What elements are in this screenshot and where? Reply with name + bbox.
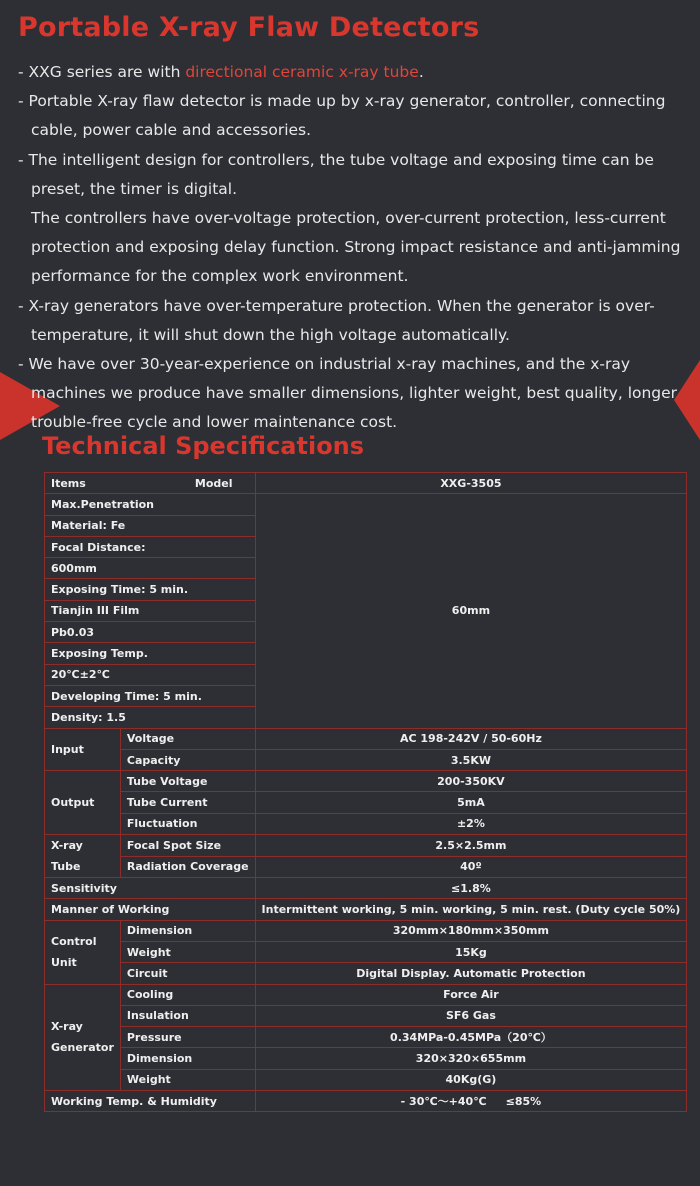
row-label: Voltage	[120, 728, 255, 749]
table-row	[45, 984, 687, 1005]
penetration-condition: Density: 1.5	[45, 707, 256, 728]
row-value: 5mA	[255, 792, 687, 813]
row-label: Capacity	[120, 749, 255, 770]
header-items: Items	[51, 477, 86, 491]
group-xray-generator	[45, 984, 121, 1090]
row-value: ±2%	[255, 813, 687, 834]
row-label: Manner of Working	[45, 899, 256, 920]
row-value: Intermittent working, 5 min. working, 5 min. rest. (Duty cycle 50%)	[255, 899, 687, 920]
table-row	[45, 473, 687, 494]
penetration-condition: Material: Fe	[45, 515, 256, 536]
table-row	[45, 920, 687, 941]
bullet-2: - Portable X-ray flaw detector is made up by x-ray generator, controller, connecting cable, power cable and accessories.	[18, 92, 666, 140]
penetration-condition: 20℃±2℃	[45, 664, 256, 685]
header-cell	[45, 473, 256, 494]
row-value: 320mm×180mm×350mm	[255, 920, 687, 941]
table-row	[45, 963, 687, 984]
row-label: Weight	[120, 941, 255, 962]
row-value: 40Kg(G)	[255, 1069, 687, 1090]
bullet-5: - We have over 30-year-experience on industrial x-ray machines, and the x-ray machines we produce have smaller dimensions, lighter weight, best quality, longer trouble-free cycle and lower maintenance cost.	[18, 355, 678, 432]
table-row	[45, 941, 687, 962]
group-label-line: X-ray	[51, 839, 83, 853]
row-value: 3.5KW	[255, 749, 687, 770]
table-row	[45, 494, 687, 515]
table-row	[45, 878, 687, 899]
row-value: 320×320×655mm	[255, 1048, 687, 1069]
table-row	[45, 1069, 687, 1090]
row-label: Radiation Coverage	[120, 856, 255, 878]
row-value: - 30℃～+40℃ ≤85%	[255, 1091, 687, 1112]
row-label: Tube Current	[120, 792, 255, 813]
row-value: ≤1.8%	[255, 878, 687, 899]
row-value: SF6 Gas	[255, 1005, 687, 1026]
table-row	[45, 856, 687, 878]
row-label: Weight	[120, 1069, 255, 1090]
group-label-line: X-ray	[51, 1020, 83, 1034]
row-value: 2.5×2.5mm	[255, 835, 687, 857]
row-label: Sensitivity	[45, 878, 256, 899]
bullet-4: - X-ray generators have over-temperature protection. When the generator is over-temperature, it will shut down the high voltage automatically.	[18, 296, 655, 344]
table-row	[45, 1048, 687, 1069]
table-row	[45, 835, 687, 857]
row-label: Dimension	[120, 1048, 255, 1069]
penetration-condition: Focal Distance:	[45, 536, 256, 557]
table-row	[45, 813, 687, 834]
bullet-1-highlight: directional ceramic x-ray tube	[185, 63, 419, 81]
group-label-line: Tube	[51, 860, 81, 874]
row-value: 15Kg	[255, 941, 687, 962]
row-value: AC 198-242V / 50-60Hz	[255, 728, 687, 749]
row-label: Cooling	[120, 984, 255, 1005]
row-label: Dimension	[120, 920, 255, 941]
row-label: Pressure	[120, 1027, 255, 1048]
group-input: Input	[45, 728, 121, 771]
spec-title: Technical Specifications	[42, 432, 365, 460]
model-name: XXG-3505	[255, 473, 687, 494]
bullet-1-text: - XXG series are with	[18, 63, 186, 81]
page-title: Portable X-ray Flaw Detectors	[18, 12, 480, 43]
row-label: Working Temp. & Humidity	[45, 1091, 256, 1112]
group-label-line: Unit	[51, 956, 77, 970]
row-value: 200-350KV	[255, 771, 687, 792]
table-row	[45, 749, 687, 770]
penetration-value: 60mm	[255, 494, 687, 728]
group-xray-tube	[45, 835, 121, 878]
row-value: Digital Display. Automatic Protection	[255, 963, 687, 984]
bullet-1	[18, 58, 698, 87]
penetration-condition: Developing Time: 5 min.	[45, 685, 256, 706]
penetration-condition: Pb0.03	[45, 622, 256, 643]
spec-table	[44, 472, 687, 1112]
penetration-condition: Exposing Time: 5 min.	[45, 579, 256, 600]
group-label-line: Generator	[51, 1041, 114, 1055]
bullet-3: - The intelligent design for controllers, the tube voltage and exposing time can be preset, the timer is digital.	[18, 150, 654, 198]
group-label-line: Control	[51, 935, 97, 949]
group-output: Output	[45, 771, 121, 835]
table-row	[45, 792, 687, 813]
penetration-condition: Tianjin III Film	[45, 600, 256, 621]
row-label: Insulation	[120, 1005, 255, 1026]
table-row	[45, 1027, 687, 1048]
group-control-unit	[45, 920, 121, 984]
header-model: Model	[194, 477, 233, 490]
row-label: Focal Spot Size	[120, 835, 255, 857]
table-row	[45, 1091, 687, 1112]
table-row	[45, 771, 687, 792]
table-row	[45, 1005, 687, 1026]
row-value: Force Air	[255, 984, 687, 1005]
row-label: Circuit	[120, 963, 255, 984]
bullet-3-continued: The controllers have over-voltage protection, over-current protection, less-current protection and exposing delay function. Strong impact resistance and anti-jamming performance for the complex work environment.	[31, 209, 681, 286]
feature-list	[18, 58, 698, 438]
row-label: Fluctuation	[120, 813, 255, 834]
penetration-condition: Max.Penetration	[45, 494, 256, 515]
row-value: 0.34MPa-0.45MPa（20℃）	[255, 1027, 687, 1048]
penetration-condition: 600mm	[45, 558, 256, 579]
table-row	[45, 728, 687, 749]
penetration-condition: Exposing Temp.	[45, 643, 256, 664]
bullet-1-suffix: .	[418, 63, 424, 81]
table-row	[45, 899, 687, 920]
row-value: 40º	[255, 856, 687, 878]
row-label: Tube Voltage	[120, 771, 255, 792]
